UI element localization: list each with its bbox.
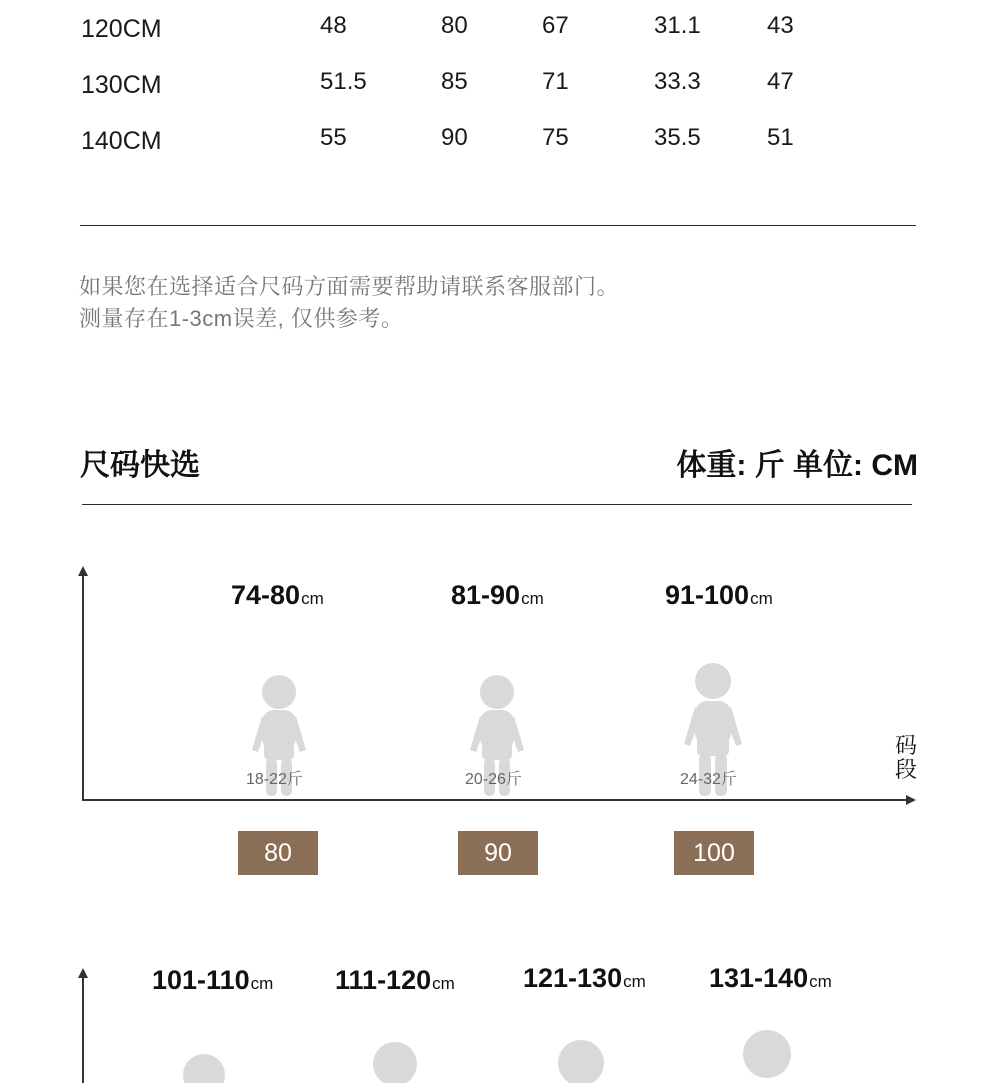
row-label: 140CM <box>81 127 162 155</box>
row-label: 120CM <box>81 15 162 43</box>
weight-range: 20-26斤 <box>465 771 522 788</box>
height-range: 74-80cm <box>231 580 324 610</box>
axis-label: 码段 <box>894 733 917 782</box>
size-button[interactable]: 80 <box>238 831 318 875</box>
table-cell: 51.5 <box>320 68 367 95</box>
table-row <box>0 122 1000 162</box>
table-cell: 51 <box>767 124 794 151</box>
y-axis <box>82 574 84 801</box>
y-axis <box>82 976 84 1083</box>
row-label: 130CM <box>81 71 162 99</box>
table-cell: 67 <box>542 12 569 39</box>
table-cell: 71 <box>542 68 569 95</box>
table-cell: 31.1 <box>654 12 701 39</box>
height-range: 131-140cm <box>709 963 832 993</box>
table-cell: 35.5 <box>654 124 701 151</box>
table-cell: 80 <box>441 12 468 39</box>
x-axis-arrow <box>906 795 916 805</box>
table-cell: 55 <box>320 124 347 151</box>
height-range: 101-110cm <box>152 965 274 995</box>
child-silhouette-icon <box>742 1029 792 1088</box>
table-row <box>0 66 1000 106</box>
help-note: 如果您在选择适合尺码方面需要帮助请联系客服部门。 <box>79 274 620 299</box>
table-divider <box>80 225 916 226</box>
child-silhouette-icon <box>557 1039 605 1088</box>
height-range: 81-90cm <box>451 580 544 610</box>
table-cell: 85 <box>441 68 468 95</box>
size-button[interactable]: 100 <box>674 831 754 875</box>
table-cell: 75 <box>542 124 569 151</box>
section-divider <box>82 504 912 505</box>
error-note: 测量存在1-3cm误差, 仅供参考。 <box>79 306 404 331</box>
table-cell: 47 <box>767 68 794 95</box>
section-title: 尺码快选 <box>80 449 200 482</box>
child-silhouette-icon <box>372 1041 418 1088</box>
height-range: 91-100cm <box>665 580 773 610</box>
table-cell: 48 <box>320 12 347 39</box>
size-button[interactable]: 90 <box>458 831 538 875</box>
table-cell: 33.3 <box>654 68 701 95</box>
weight-range: 24-32斤 <box>680 771 737 788</box>
table-row <box>0 10 1000 50</box>
weight-range: 18-22斤 <box>246 771 303 788</box>
height-range: 111-120cm <box>335 965 455 995</box>
table-cell: 90 <box>441 124 468 151</box>
height-range: 121-130cm <box>523 963 646 993</box>
units-label: 体重: 斤 单位: CM <box>676 449 918 482</box>
table-cell: 43 <box>767 12 794 39</box>
